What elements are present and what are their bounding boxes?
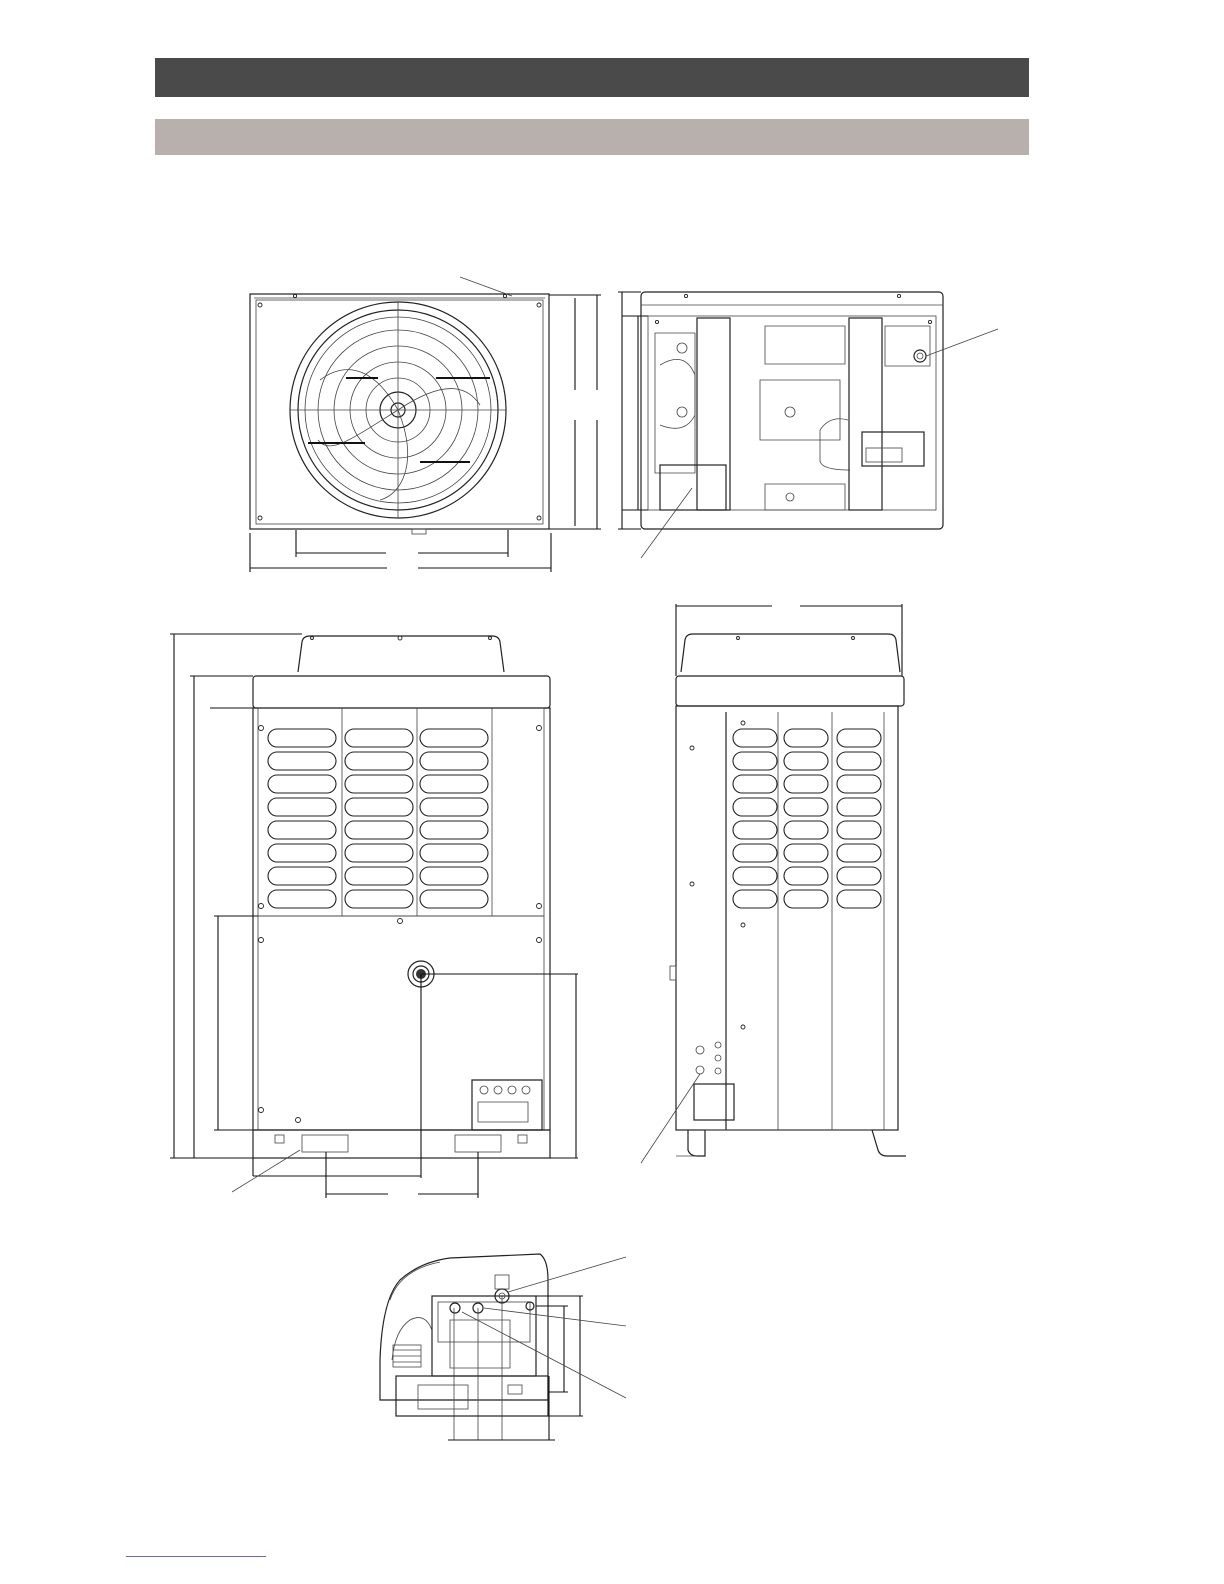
piping-detail-drawing [380,1254,626,1440]
top-view-drawing [250,277,601,572]
side-grilles [733,729,881,908]
footnote-rule [126,1556,266,1557]
front-grilles [268,729,488,908]
side-view-drawing [641,604,906,1163]
bottom-view-drawing [618,292,998,558]
front-view-drawing [170,634,578,1198]
